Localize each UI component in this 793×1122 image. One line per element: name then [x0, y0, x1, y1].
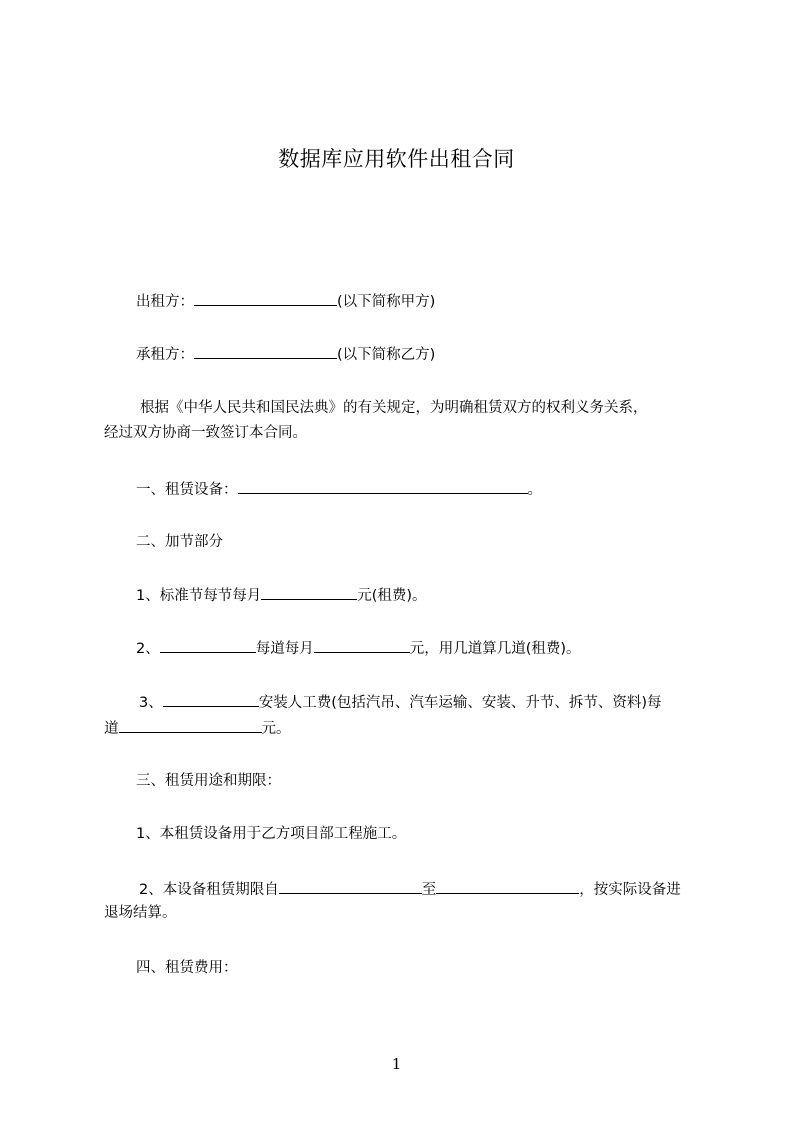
section-2-item-1 [136, 584, 427, 606]
section-3-item-1: 1、本租赁设备用于乙方项目部工程施工。 [136, 826, 407, 842]
lessor-blank [194, 290, 337, 306]
s2-item1-text-b: 元(租费)。 [357, 588, 427, 604]
intro-line-2: 经过双方协商一致签订本合同。 [104, 425, 307, 441]
s3-item2-text-b: 至 [421, 882, 437, 898]
item3-blank-2 [119, 717, 262, 733]
lessor-line [136, 290, 435, 312]
equipment-blank [238, 478, 528, 494]
section-2-item-3-line-1 [139, 691, 662, 713]
lessor-label: 出租方： [136, 294, 194, 310]
section-3-item-2-line-2: 退场结算。 [104, 905, 177, 921]
intro-line-1: 根据《中华人民共和国民法典》的有关规定，为明确租赁双方的权利义务关系， [140, 400, 648, 416]
lessee-blank [194, 343, 337, 359]
standard-section-price-blank [261, 584, 357, 600]
s3-item2-text-c: ，按实际设备进 [579, 882, 681, 898]
lessee-line [136, 343, 435, 365]
s3-item2-text-a: 2、本设备租赁期限自 [139, 882, 279, 898]
section-3-item-2-line-1 [139, 878, 681, 900]
s2-item3-text-b: 安装人工费(包括汽吊、汽车运输、安装、升节、拆节、资料)每 [258, 695, 662, 711]
section-1-label: 一、租赁设备： [136, 482, 238, 498]
period-start-blank [279, 878, 422, 894]
s2-item2-text-c: 元，用几道算几道(租费)。 [409, 641, 581, 657]
section-2-item-3-line-2 [104, 717, 291, 739]
item3-blank-1 [163, 691, 259, 707]
item2-blank-1 [160, 637, 256, 653]
section-3-heading: 三、租赁用途和期限： [136, 773, 281, 789]
s2-item2-text-a: 2、 [136, 641, 160, 657]
lessee-label: 承租方： [136, 347, 194, 363]
section-2-heading: 二、加节部分 [136, 534, 223, 550]
s2-item2-text-b: 每道每月 [255, 641, 314, 657]
section-1-line [136, 478, 542, 500]
section-4-heading: 四、租赁费用： [136, 960, 238, 976]
lessee-suffix: (以下简称乙方) [337, 347, 436, 363]
section-1-end: 。 [527, 482, 542, 498]
s2-item3-text-a: 3、 [139, 695, 163, 711]
section-2-item-2 [136, 637, 581, 659]
period-end-blank [436, 878, 579, 894]
page-title: 数据库应用软件出租合同 [278, 147, 515, 171]
s2-item3-text-c: 道 [104, 721, 119, 737]
s2-item3-text-d: 元。 [261, 721, 291, 737]
s2-item1-text-a: 1、标准节每节每月 [136, 588, 262, 604]
lessor-suffix: (以下简称甲方) [337, 294, 436, 310]
page-number: 1 [391, 1055, 402, 1073]
item2-blank-2 [314, 637, 410, 653]
